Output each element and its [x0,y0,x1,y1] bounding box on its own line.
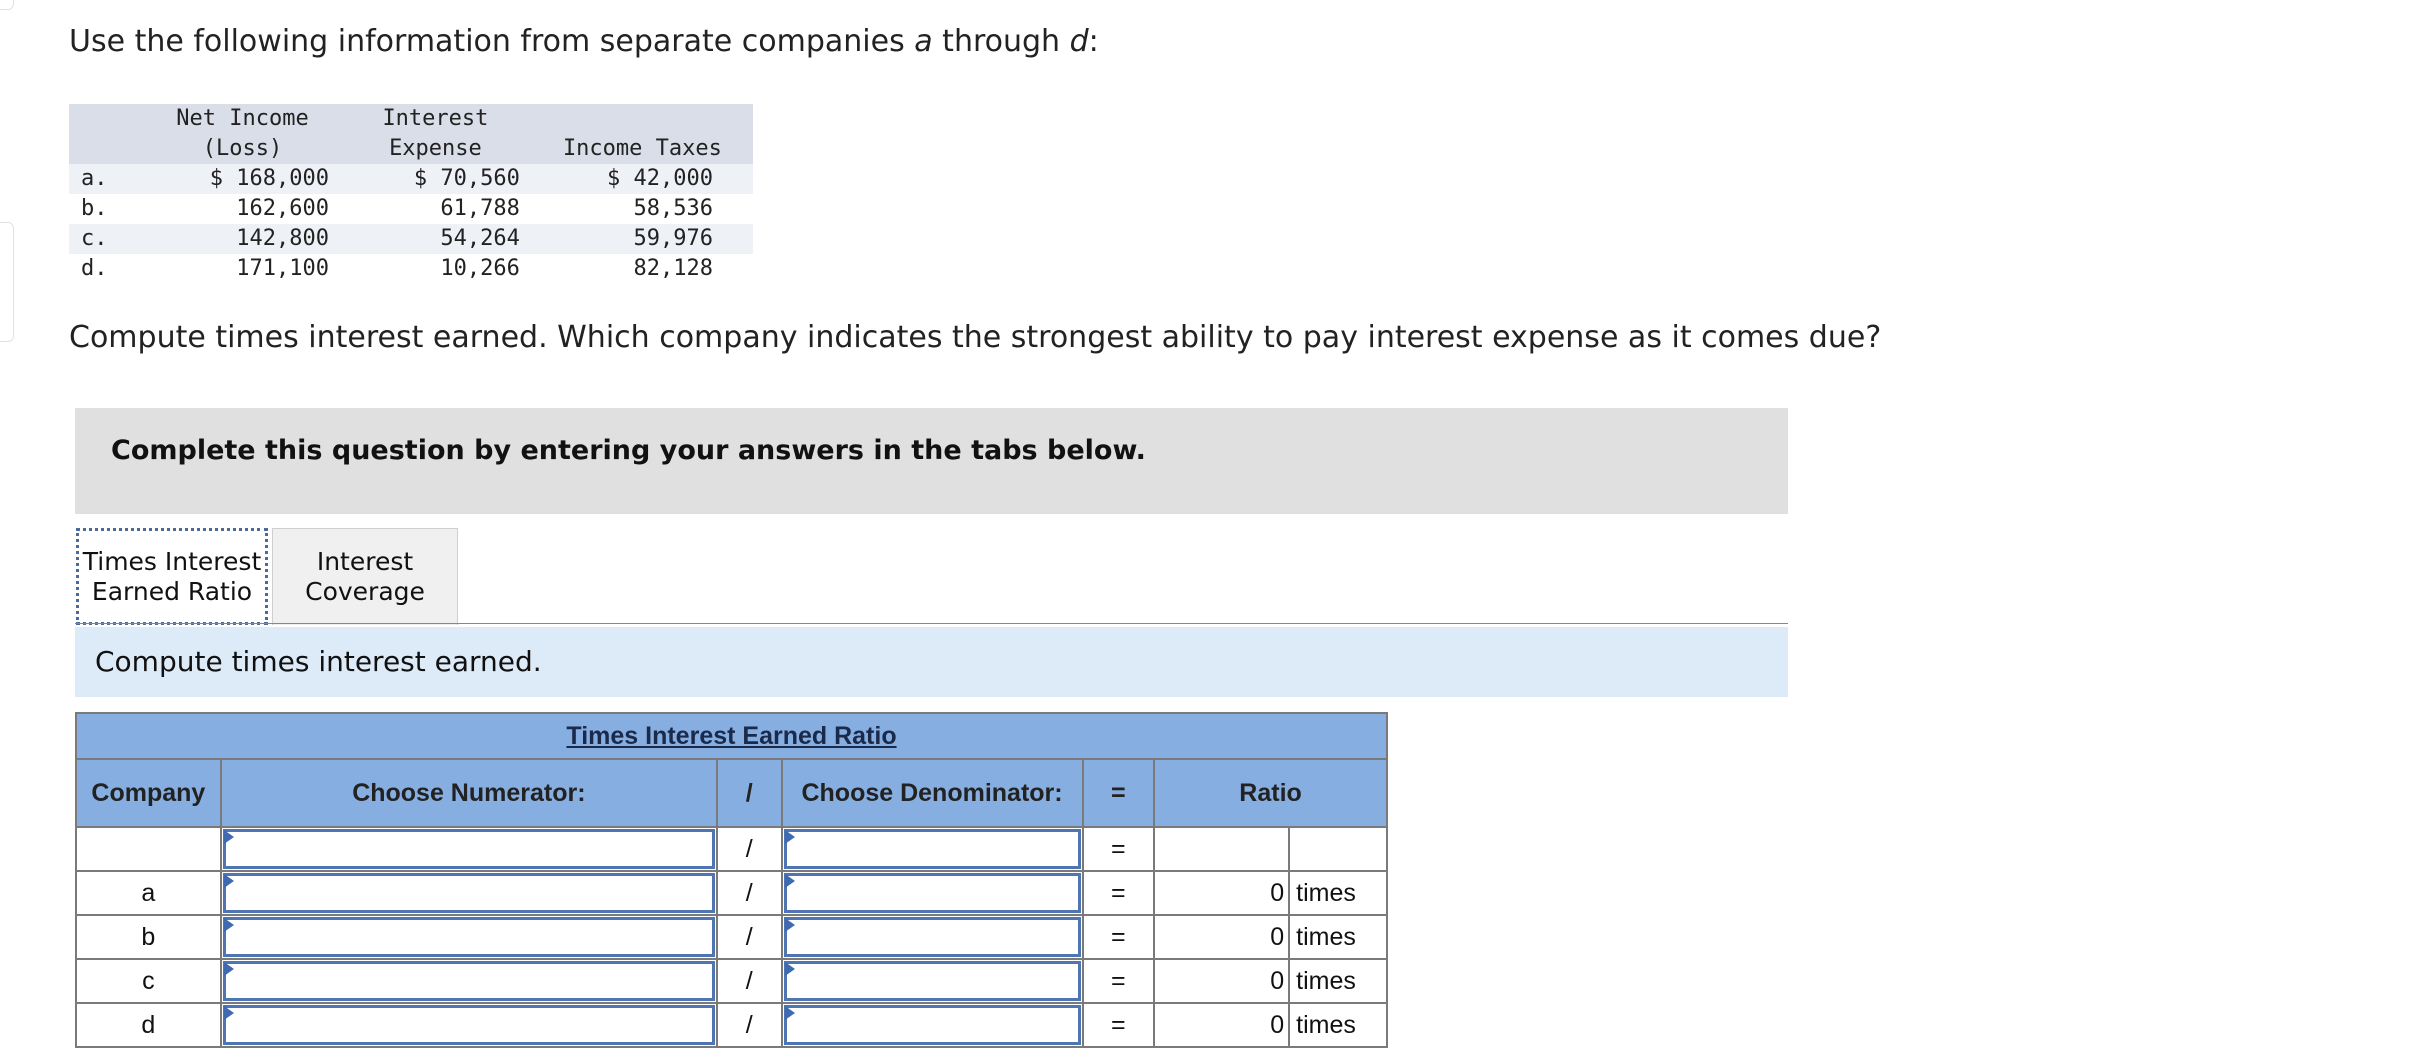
denominator-select[interactable] [782,915,1083,959]
divide-sign: / [717,827,782,871]
taxes-cell: $ 42,000 [607,166,713,191]
table-row [76,959,1387,1003]
dropdown-marker-icon [785,918,795,932]
table-row [69,224,753,254]
table-row [76,871,1387,915]
taxes-cell: 59,976 [633,226,713,251]
denominator-select[interactable] [782,959,1083,1003]
row-label: c. [81,226,108,251]
numerator-select[interactable] [221,871,717,915]
company-cell: a [76,871,221,915]
header-net-income: Net Income (Loss) [176,106,309,161]
equals-sign: = [1083,959,1155,1003]
company-cell: b [76,915,221,959]
dropdown-marker-icon [224,874,234,888]
intro-text: Use the following information from separate companies a through d: [69,24,1099,59]
company-cell [76,827,221,871]
page-edge-marker [0,222,14,342]
row-label: b. [81,196,108,221]
equals-sign: = [1083,827,1155,871]
interest-cell: 54,264 [440,226,520,251]
col-header-ratio: Ratio [1154,759,1387,827]
tab-times-interest-earned-ratio[interactable] [76,528,268,625]
ratio-value: 0 [1154,1003,1289,1047]
divide-sign: / [717,1003,782,1047]
header-income-taxes: Income Taxes [562,136,722,161]
col-header-denominator: Choose Denominator: [782,759,1083,827]
numerator-select[interactable] [221,915,717,959]
dropdown-marker-icon [785,962,795,976]
equals-sign: = [1083,871,1155,915]
question-text: Compute times interest earned. Which company indicates the strongest ability to pay interest expense as it comes due? [69,320,1882,355]
divide-sign: / [717,871,782,915]
dropdown-marker-icon [224,962,234,976]
ratio-unit [1289,827,1387,871]
company-cell: d [76,1003,221,1047]
taxes-cell: 82,128 [633,256,713,281]
page-edge-marker [0,0,14,10]
banner-text: Complete this question by entering your answers in the tabs below. [111,435,1146,466]
ratio-unit: times [1289,1003,1387,1047]
answer-table [75,712,1388,1048]
ratio-unit: times [1289,871,1387,915]
ratio-value: 0 [1154,959,1289,1003]
net-income-cell: 142,800 [236,226,330,251]
interest-cell: $ 70,560 [413,166,520,191]
row-label: d. [81,256,108,281]
interest-cell: 61,788 [440,196,520,221]
table-row [76,915,1387,959]
numerator-select[interactable] [221,827,717,871]
ratio-unit: times [1289,959,1387,1003]
ratio-value: 0 [1154,871,1289,915]
col-header-company: Company [76,759,221,827]
dropdown-marker-icon [224,918,234,932]
denominator-select[interactable] [782,871,1083,915]
dropdown-marker-icon [785,1006,795,1020]
header-blank [69,104,144,164]
numerator-select[interactable] [221,1003,717,1047]
equals-sign: = [1083,1003,1155,1047]
taxes-cell: 58,536 [633,196,713,221]
tab-label-line: Interest [316,547,414,576]
denominator-select[interactable] [782,1003,1083,1047]
table-row [76,1003,1387,1047]
numerator-select[interactable] [221,959,717,1003]
table-row [69,164,753,194]
divide-sign: / [717,915,782,959]
tab-divider [75,623,1788,624]
ratio-unit: times [1289,915,1387,959]
ratio-value [1154,827,1289,871]
denominator-select[interactable] [782,827,1083,871]
company-cell: c [76,959,221,1003]
col-header-divide: / [717,759,782,827]
tab-label-line: Earned Ratio [91,576,253,606]
table-row [76,827,1387,871]
instruction-text: Compute times interest earned. [95,645,542,678]
net-income-cell: $ 168,000 [209,166,330,191]
tab-instruction [75,627,1788,697]
dropdown-marker-icon [785,830,795,844]
ratio-value: 0 [1154,915,1289,959]
table-row [69,254,753,284]
net-income-cell: 162,600 [236,196,330,221]
dropdown-marker-icon [224,830,234,844]
col-header-numerator: Choose Numerator: [221,759,717,827]
net-income-cell: 171,100 [236,256,330,281]
dropdown-marker-icon [224,1006,234,1020]
header-interest-expense: Interest Expense [382,106,489,161]
col-header-equals: = [1083,759,1155,827]
tab-label-line: Times Interest [82,546,262,576]
answer-table-title: Times Interest Earned Ratio [76,713,1387,759]
interest-cell: 10,266 [440,256,520,281]
instructions-banner [75,408,1788,514]
row-label: a. [81,166,108,191]
dropdown-marker-icon [785,874,795,888]
divide-sign: / [717,959,782,1003]
tab-label-line: Coverage [305,577,425,606]
table-row [69,194,753,224]
tab-interest-coverage[interactable] [272,528,458,625]
given-data-table [69,104,753,284]
equals-sign: = [1083,915,1155,959]
